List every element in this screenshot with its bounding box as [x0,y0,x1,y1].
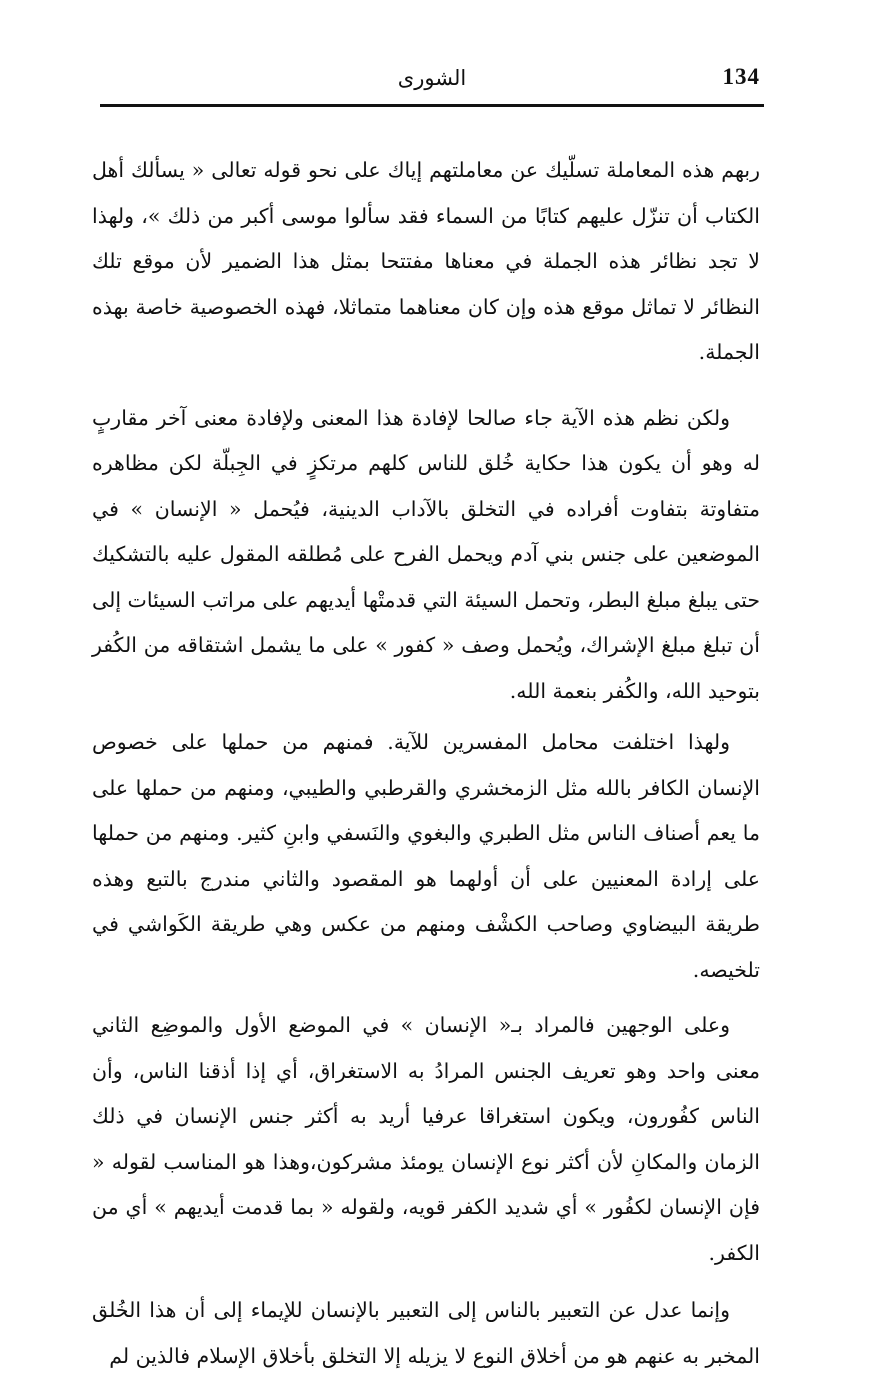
paragraph: وإنما عدل عن التعبير بالناس إلى التعبير بالإنسان للإيماء إلى أن هذا الخُلق المخبر به عنهم هو من أخلاق النوع لا يزيله إلا التخلق بأخلاق الإسلام فالذين لم [92,1298,760,1368]
running-title: الشورى [397,66,467,90]
page-header [100,58,764,98]
paragraph: وعلى الوجهين فالمراد بـ« الإنسان » في الموضع الأول والموضِع الثاني معنى واحد وهو تعريف الجنس المرادُ به الاستغراق، أي إذا أذقنا الناس، وأن الناس كفُورون، ويكون استغراقا عرفيا أريد به أكثر جنس الإنسان في ذلك الزمان والمكانِ لأن أكثر نوع الإنسان يومئذ مشركون،وهذا هو المناسب لقوله « فإن الإنسان لكفُور » أي شديد الكفر قويه، ولقوله « بما قدمت أيديهم » أي من الكفر. [92,1013,760,1265]
body-text [92,148,760,1379]
paragraph: ولكن نظم هذه الآية جاء صالحا لإفادة هذا المعنى ولإفادة معنى آخر مقاربٍ له وهو أن يكون هذا حكاية خُلق للناس كلهم مرتكزٍ في الجِبلّة لكن مظاهره متفاوتة بتفاوت أفراده في التخلق بالآداب الدينية، فيُحمل « الإنسان » في الموضعين على جنس بني آدم ويحمل الفرح على مُطلقه المقول عليه بالتشكيك حتى يبلغ مبلغ البطر، وتحمل السيئة التي قدمتْها أيديهم على مراتب السيئات إلى أن تبلغ مبلغ الإشراك، ويُحمل وصف « كفور » على ما يشمل اشتقاقه من الكُفر بتوحيد الله، والكُفر بنعمة الله. [92,405,760,703]
paragraph: ولهذا اختلفت محامل المفسرين للآية. فمنهم من حملها على خصوص الإنسان الكافر بالله مثل الزمخشري والقرطبي والطيبي، ومنهم من حملها على ما يعم أصناف الناس مثل الطبري والبغوي والنَسفي وابنِ كثير. ومنهم من حملها على إرادة المعنيين على أن أولهما هو المقصود والثاني مندرج بالتبع وهذه طريقة البيضاوي وصاحب الكشْف ومنهم من عكس وهي طريقة الكَواشي في تلخيصه. [92,730,760,982]
page-number: 134 [722,64,760,89]
header-rule [100,104,764,107]
paragraph: ربهم هذه المعاملة تسلّيك عن معاملتهم إياك على نحو قوله تعالى « يسألك أهل الكتاب أن تنزّل عليهم كتابًا من السماء فقد سألوا موسى أكبر من ذلك »، ولهذا لا تجد نظائر هذه الجملة في معناها مفتتحا بمثل هذا الضمير لأن موقع تلك النظائر لا تماثل موقع هذه وإن كان معناهما متماثلا، فهذه الخصوصية خاصة بهذه الجملة. [92,158,760,364]
